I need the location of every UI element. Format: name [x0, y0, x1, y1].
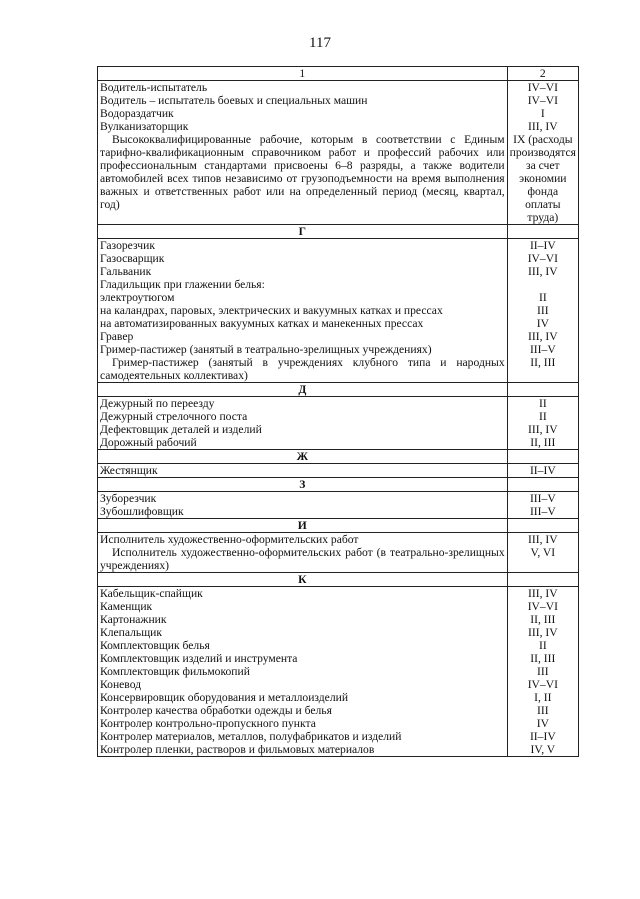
table-row	[98, 533, 579, 547]
occupations-table	[97, 66, 579, 757]
occupation-name: Картонажник	[98, 613, 508, 626]
category-value: III–V	[507, 343, 578, 356]
table-row	[98, 436, 579, 450]
table-header-row	[98, 67, 579, 81]
occupation-name: Гример-пастижер (занятый в театрально-зрелищных учреждениях)	[98, 343, 508, 356]
table-row	[98, 464, 579, 478]
occupation-name: Водораздатчик	[98, 107, 508, 120]
category-value: III, IV	[507, 626, 578, 639]
category-value: II–IV	[507, 730, 578, 743]
table-row	[98, 730, 579, 743]
table-row	[98, 410, 579, 423]
category-value: IV–VI	[507, 600, 578, 613]
table-row	[98, 652, 579, 665]
occupation-name: на автоматизированных вакуумных катках и манекенных прессах	[98, 317, 508, 330]
section-letter-spacer	[507, 450, 578, 464]
occupation-name: Комплектовщик белья	[98, 639, 508, 652]
occupation-name: Консервировщик оборудования и металлоизделий	[98, 691, 508, 704]
section-letter-spacer	[507, 519, 578, 533]
occupation-name: Газосварщик	[98, 252, 508, 265]
section-letter-row	[98, 383, 579, 397]
occupation-name: Газорезчик	[98, 239, 508, 253]
occupation-name: Вулканизаторщик	[98, 120, 508, 133]
category-value: II, III	[507, 613, 578, 626]
table-row	[98, 704, 579, 717]
category-value: III–V	[507, 505, 578, 519]
occupation-name: Исполнитель художественно-оформительских работ	[98, 533, 508, 547]
table-row	[98, 81, 579, 95]
category-value: II–IV	[507, 239, 578, 253]
table-row	[98, 492, 579, 506]
occupation-name: Клепальщик	[98, 626, 508, 639]
category-value: IV–VI	[507, 678, 578, 691]
table-row	[98, 613, 579, 626]
table-row	[98, 94, 579, 107]
column-header-1: 1	[98, 67, 508, 81]
occupation-name: Гладильщик при глажении белья:	[98, 278, 508, 291]
occupation-name: Исполнитель художественно-оформительских работ (в театрально-зрелищных учреждениях)	[98, 546, 508, 573]
column-header-2: 2	[507, 67, 578, 81]
page-number: 117	[309, 35, 331, 51]
occupation-name: Зубошлифовщик	[98, 505, 508, 519]
category-value: IV–VI	[507, 81, 578, 95]
category-value: III	[507, 665, 578, 678]
category-value: IX (расходы производятся за счет экономии фонда оплаты труда)	[507, 133, 578, 225]
table-row	[98, 423, 579, 436]
category-value: II, III	[507, 436, 578, 450]
category-value: III	[507, 704, 578, 717]
section-letter-spacer	[507, 573, 578, 587]
occupation-name: Дефектовщик деталей и изделий	[98, 423, 508, 436]
occupation-name: Коневод	[98, 678, 508, 691]
table-row	[98, 239, 579, 253]
category-value: III–V	[507, 492, 578, 506]
section-letter-row	[98, 450, 579, 464]
section-letter: К	[98, 573, 508, 587]
occupation-name: Высококвалифицированные рабочие, которым в соответствии с Единым тарифно-квалификационным справочником работ и профессий рабочих или профессиональным стандартами присвоены 6–8 разряды, а также водители автомобилей всех типов независимо от грузоподъемности на время выполнения важных и ответственных работ или на определенный период (месяц, квартал, год)	[98, 133, 508, 225]
table-row	[98, 505, 579, 519]
section-letter-spacer	[507, 478, 578, 492]
category-value: II	[507, 397, 578, 411]
table-row	[98, 317, 579, 330]
occupation-name: Каменщик	[98, 600, 508, 613]
table-row	[98, 330, 579, 343]
table-row	[98, 120, 579, 133]
table-row	[98, 743, 579, 757]
section-letter-spacer	[507, 383, 578, 397]
table-row	[98, 304, 579, 317]
section-letter: Г	[98, 225, 508, 239]
table-row	[98, 278, 579, 291]
category-value: IV, V	[507, 743, 578, 757]
category-value: II	[507, 639, 578, 652]
section-letter-row	[98, 573, 579, 587]
section-letter: Д	[98, 383, 508, 397]
category-value	[507, 278, 578, 291]
occupation-name: Кабельщик-спайщик	[98, 587, 508, 601]
section-letter-row	[98, 478, 579, 492]
table-row	[98, 691, 579, 704]
category-value: IV	[507, 717, 578, 730]
occupation-name: Контролер контрольно-пропускного пункта	[98, 717, 508, 730]
category-value: V, VI	[507, 546, 578, 573]
occupation-name: Водитель – испытатель боевых и специальных машин	[98, 94, 508, 107]
table-row	[98, 133, 579, 225]
category-value: I, II	[507, 691, 578, 704]
table-row	[98, 639, 579, 652]
category-value: III, IV	[507, 330, 578, 343]
occupation-name: Дежурный по переезду	[98, 397, 508, 411]
occupation-name: Комплектовщик изделий и инструмента	[98, 652, 508, 665]
category-value: IV	[507, 317, 578, 330]
category-value: III, IV	[507, 423, 578, 436]
table-row	[98, 397, 579, 411]
category-value: III	[507, 304, 578, 317]
occupation-name: Контролер пленки, растворов и фильмовых материалов	[98, 743, 508, 757]
category-value: III, IV	[507, 265, 578, 278]
occupation-name: Комплектовщик фильмокопий	[98, 665, 508, 678]
table-row	[98, 600, 579, 613]
table-row	[98, 665, 579, 678]
section-letter-row	[98, 225, 579, 239]
table-row	[98, 546, 579, 573]
table-row	[98, 252, 579, 265]
table-row	[98, 587, 579, 601]
table-row	[98, 343, 579, 356]
category-value: III, IV	[507, 120, 578, 133]
occupation-name: Дежурный стрелочного поста	[98, 410, 508, 423]
table-row	[98, 107, 579, 120]
occupation-name: Жестянщик	[98, 464, 508, 478]
category-value: IV–VI	[507, 94, 578, 107]
category-value: II, III	[507, 652, 578, 665]
category-value: II	[507, 410, 578, 423]
occupation-name: Гравер	[98, 330, 508, 343]
category-value: III, IV	[507, 533, 578, 547]
occupation-name: Контролер качества обработки одежды и белья	[98, 704, 508, 717]
table-body	[98, 67, 579, 757]
section-letter-spacer	[507, 225, 578, 239]
section-letter-row	[98, 519, 579, 533]
occupation-name: на каландрах, паровых, электрических и вакуумных катках и прессах	[98, 304, 508, 317]
occupation-name: Дорожный рабочий	[98, 436, 508, 450]
occupation-name: Контролер материалов, металлов, полуфабрикатов и изделий	[98, 730, 508, 743]
occupation-name: Гальваник	[98, 265, 508, 278]
section-letter: Ж	[98, 450, 508, 464]
table-row	[98, 356, 579, 383]
category-value: II, III	[507, 356, 578, 383]
category-value: II	[507, 291, 578, 304]
table-row	[98, 678, 579, 691]
section-letter: И	[98, 519, 508, 533]
table-row	[98, 291, 579, 304]
occupation-name: Гример-пастижер (занятый в учреждениях клубного типа и народных самодеятельных коллективах)	[98, 356, 508, 383]
occupation-name: Водитель-испытатель	[98, 81, 508, 95]
table-row	[98, 626, 579, 639]
occupation-name: Зуборезчик	[98, 492, 508, 506]
table-row	[98, 265, 579, 278]
category-value: I	[507, 107, 578, 120]
category-value: III, IV	[507, 587, 578, 601]
category-value: IV–VI	[507, 252, 578, 265]
category-value: II–IV	[507, 464, 578, 478]
section-letter: З	[98, 478, 508, 492]
table-row	[98, 717, 579, 730]
occupation-name: электроутюгом	[98, 291, 508, 304]
